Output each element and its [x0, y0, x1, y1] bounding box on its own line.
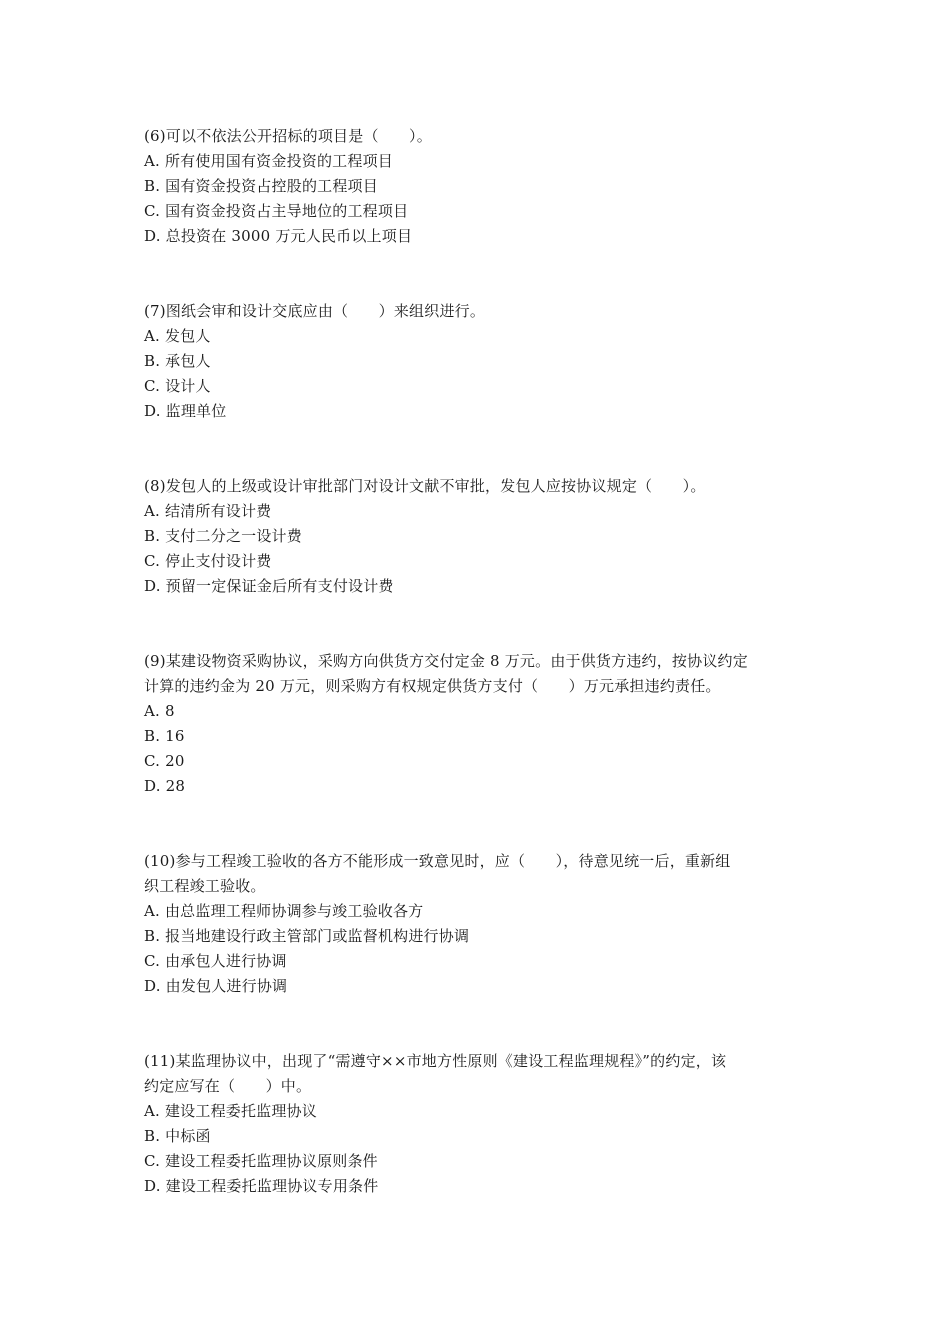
question-stem-line-2: 约定应写在（ ）中。: [144, 1077, 312, 1095]
question-stem-line-1: (11)某监理协议中，出现了“需遵守××市地方性原则《建设工程监理规程》”的约定，该: [144, 1052, 727, 1070]
option-b: B. 承包人: [144, 352, 211, 370]
question-8: [144, 474, 808, 599]
option-a: A. 所有使用国有资金投资的工程项目: [144, 152, 393, 170]
option-a: A. 建设工程委托监理协议: [144, 1102, 317, 1120]
question-stem-line-2: 计算的违约金为 20 万元，则采购方有权规定供货方支付（ ）万元承担违约责任。: [144, 677, 721, 695]
question-stem: (7)图纸会审和设计交底应由（ ）来组织进行。: [144, 302, 486, 320]
option-c: C. 20: [144, 752, 185, 770]
question-spacer: [144, 249, 808, 299]
question-spacer: [144, 599, 808, 649]
option-c: C. 设计人: [144, 377, 211, 395]
question-11: [144, 1049, 808, 1199]
option-c: C. 停止支付设计费: [144, 552, 272, 570]
question-10: [144, 849, 808, 999]
option-b: B. 16: [144, 727, 185, 745]
question-stem-line-1: (10)参与工程竣工验收的各方不能形成一致意见时，应（ ），待意见统一后，重新组: [144, 852, 731, 870]
option-c: C. 由承包人进行协调: [144, 952, 287, 970]
question-6: [144, 124, 808, 249]
option-d: D. 监理单位: [144, 402, 227, 420]
option-a: A. 由总监理工程师协调参与竣工验收各方: [144, 902, 424, 920]
question-stem: (6)可以不依法公开招标的项目是（ ）。: [144, 127, 432, 145]
option-d: D. 建设工程委托监理协议专用条件: [144, 1177, 379, 1195]
document-page: [144, 124, 808, 1199]
question-9: [144, 649, 808, 799]
option-a: A. 发包人: [144, 327, 211, 345]
question-spacer: [144, 999, 808, 1049]
question-spacer: [144, 799, 808, 849]
option-c: C. 国有资金投资占主导地位的工程项目: [144, 202, 409, 220]
option-b: B. 报当地建设行政主管部门或监督机构进行协调: [144, 927, 470, 945]
option-b: B. 国有资金投资占控股的工程项目: [144, 177, 378, 195]
option-d: D. 28: [144, 777, 186, 795]
option-c: C. 建设工程委托监理协议原则条件: [144, 1152, 378, 1170]
option-b: B. 中标函: [144, 1127, 211, 1145]
question-stem-line-1: (9)某建设物资采购协议，采购方向供货方交付定金 8 万元。由于供货方违约，按协议约定: [144, 652, 748, 670]
question-stem: (8)发包人的上级或设计审批部门对设计文献不审批，发包人应按协议规定（ ）。: [144, 477, 706, 495]
option-d: D. 预留一定保证金后所有支付设计费: [144, 577, 394, 595]
option-b: B. 支付二分之一设计费: [144, 527, 302, 545]
option-a: A. 8: [144, 702, 175, 720]
option-d: D. 总投资在 3000 万元人民币以上项目: [144, 227, 413, 245]
question-spacer: [144, 424, 808, 474]
option-a: A. 结清所有设计费: [144, 502, 272, 520]
question-stem-line-2: 织工程竣工验收。: [144, 877, 266, 895]
option-d: D. 由发包人进行协调: [144, 977, 288, 995]
question-7: [144, 299, 808, 424]
